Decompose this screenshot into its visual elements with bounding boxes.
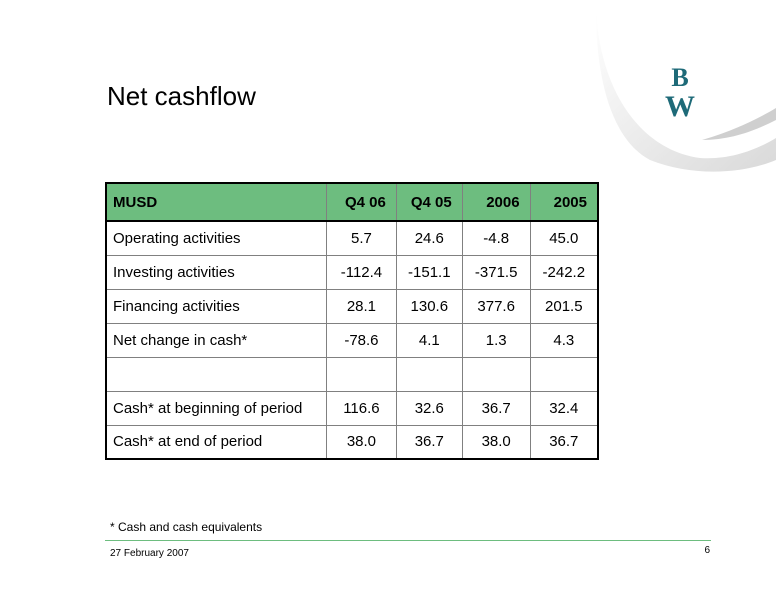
cell-value: 4.3 (530, 323, 598, 357)
header-2005: 2005 (530, 183, 598, 221)
table-row (106, 323, 598, 357)
cell-value (396, 357, 462, 391)
cell-value (462, 357, 530, 391)
footnote: * Cash and cash equivalents (110, 520, 263, 534)
cell-value: 28.1 (327, 289, 397, 323)
cell-value: 36.7 (462, 391, 530, 425)
company-logo (652, 62, 708, 122)
row-label: Operating activities (106, 221, 327, 255)
cell-value: 45.0 (530, 221, 598, 255)
cell-value: 130.6 (396, 289, 462, 323)
table-header-row (106, 183, 598, 221)
cell-value: 32.4 (530, 391, 598, 425)
row-label: Cash* at end of period (106, 425, 327, 459)
cashflow-table (105, 182, 599, 460)
cell-value: 201.5 (530, 289, 598, 323)
cell-value: 1.3 (462, 323, 530, 357)
cell-value: 116.6 (327, 391, 397, 425)
table-row (106, 425, 598, 459)
table-row (106, 221, 598, 255)
cell-value: 32.6 (396, 391, 462, 425)
header-label: MUSD (106, 183, 327, 221)
row-label (106, 357, 327, 391)
cell-value: -371.5 (462, 255, 530, 289)
header-2006: 2006 (462, 183, 530, 221)
cell-value: -242.2 (530, 255, 598, 289)
table-row (106, 255, 598, 289)
table-row (106, 289, 598, 323)
cell-value: 38.0 (462, 425, 530, 459)
cell-value: 36.7 (530, 425, 598, 459)
cell-value: 4.1 (396, 323, 462, 357)
table-row-empty (106, 357, 598, 391)
footer-divider (105, 540, 711, 541)
slide-title: Net cashflow (107, 81, 256, 111)
cell-value: 5.7 (327, 221, 397, 255)
cell-value: -78.6 (327, 323, 397, 357)
page-number: 6 (704, 545, 710, 556)
table-row (106, 391, 598, 425)
cell-value (530, 357, 598, 391)
header-q4-06: Q4 06 (327, 183, 397, 221)
row-label: Net change in cash* (106, 323, 327, 357)
cell-value (327, 357, 397, 391)
cell-value: -151.1 (396, 255, 462, 289)
cell-value: 24.6 (396, 221, 462, 255)
row-label: Financing activities (106, 289, 327, 323)
cell-value: 36.7 (396, 425, 462, 459)
cell-value: -4.8 (462, 221, 530, 255)
cell-value: 38.0 (327, 425, 397, 459)
logo-letter-b: B (671, 63, 689, 92)
cell-value: 377.6 (462, 289, 530, 323)
row-label: Investing activities (106, 255, 327, 289)
header-q4-05: Q4 05 (396, 183, 462, 221)
logo-letter-w: W (665, 90, 695, 122)
footer-date: 27 February 2007 (110, 548, 189, 559)
cell-value: -112.4 (327, 255, 397, 289)
row-label: Cash* at beginning of period (106, 391, 327, 425)
